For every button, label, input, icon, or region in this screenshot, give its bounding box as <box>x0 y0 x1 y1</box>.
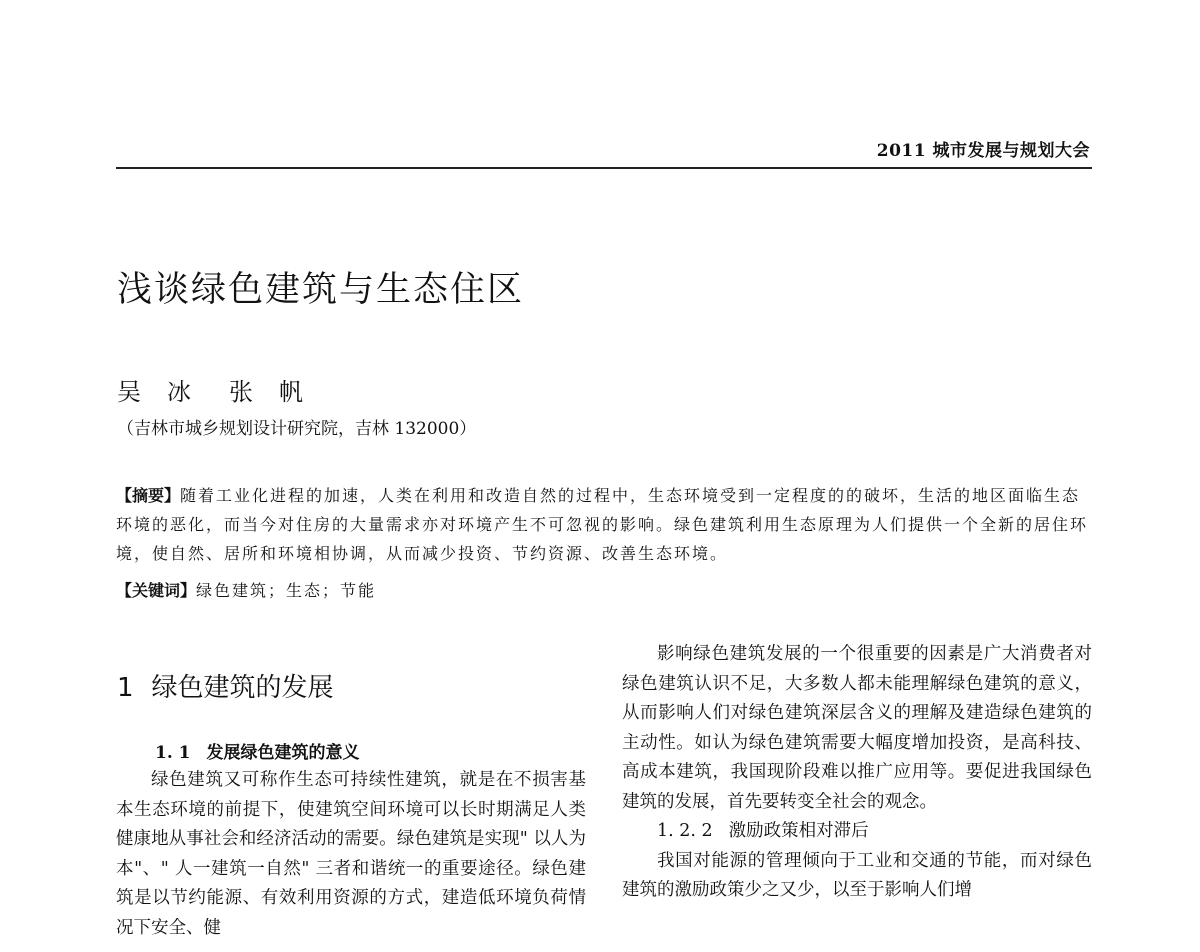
abstract <box>116 481 1092 568</box>
abstract-label: 【摘要】 <box>116 486 181 505</box>
keywords <box>116 578 376 601</box>
subsection-number: 1. 1 <box>155 743 191 763</box>
subsection-title: 发展绿色建筑的意义 <box>206 743 360 763</box>
section-title: 绿色建筑的发展 <box>151 673 334 703</box>
affiliation: （吉林市城乡规划设计研究院，吉林 132000） <box>117 419 477 439</box>
abstract-text: 随着工业化进程的加速，人类在利用和改造自然的过程中，生态环境受到一定程度的的破坏，生活的地区面临生态环境的恶化，而当今对住房的大量需求亦对环境产生不可忽视的影响。绿色建筑利用生态原理为人们提供一个全新的居住环境，使自然、居所和环境相协调，从而减少投资、节约资源、改善生态环境。 <box>116 486 1089 563</box>
subsection-heading <box>622 817 1092 847</box>
author-name-char: 张 <box>229 378 253 406</box>
subsection-heading <box>155 738 360 763</box>
body-paragraph: 我国对能源的管理倾向于工业和交通的节能，而对绿色建筑的激励政策少之又少，以至于影响人们增 <box>622 850 1092 900</box>
header-rule <box>116 167 1092 169</box>
running-header: 2011 城市发展与规划大会 <box>876 141 1090 161</box>
author-name-char: 帆 <box>279 378 303 406</box>
section-heading <box>117 667 334 704</box>
right-column <box>622 640 1092 906</box>
keywords-label: 【关键词】 <box>116 581 197 600</box>
author-list <box>117 372 329 407</box>
paper-title: 浅谈绿色建筑与生态住区 <box>117 270 525 310</box>
author-name-char: 冰 <box>167 378 191 406</box>
subsection-title: 激励政策相对滞后 <box>728 821 869 841</box>
author-name-char: 吴 <box>117 378 141 406</box>
body-paragraph: 绿色建筑又可称作生态可持续性建筑，就是在不损害基本生态环境的前提下，使建筑空间环境可以长时期满足人类健康地从事社会和经济活动的需要。绿色建筑是实现" 以人为本"、" 人一建筑一自然" 三者和谐统一的重要途径。绿色建筑是以节约能源、有效利用资源的方式，建造低环境负荷情况下安全、健 <box>116 770 586 938</box>
body-paragraph: 影响绿色建筑发展的一个很重要的因素是广大消费者对绿色建筑认识不足，大多数人都未能理解绿色建筑的意义，从而影响人们对绿色建筑深层含义的理解及建造绿色建筑的主动性。如认为绿色建筑需要大幅度增加投资，是高科技、高成本建筑，我国现阶段难以推广应用等。要促进我国绿色建筑的发展，首先要转变全社会的观念。 <box>622 644 1092 812</box>
keywords-text: 绿色建筑；生态；节能 <box>196 581 377 600</box>
section-number: 1 <box>117 673 134 703</box>
left-column <box>116 766 586 943</box>
subsection-number: 1. 2. 2 <box>657 821 713 841</box>
